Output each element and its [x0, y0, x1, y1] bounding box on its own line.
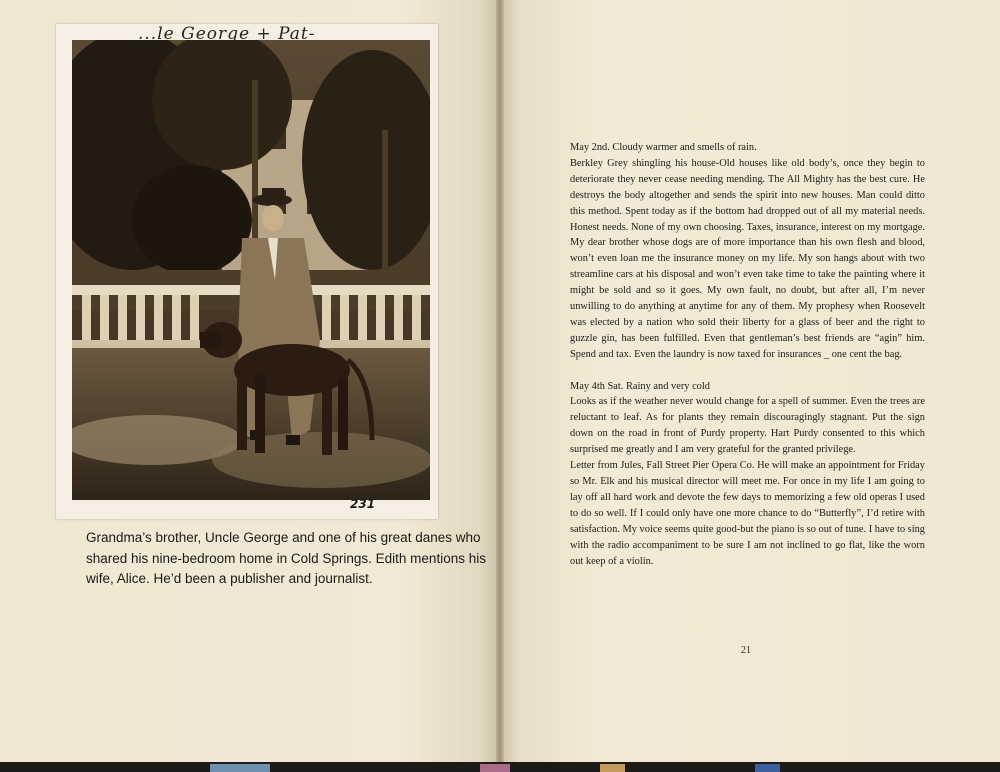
scan-artifact — [600, 764, 625, 772]
entry-heading: May 4th Sat. Rainy and very cold — [570, 380, 710, 392]
vintage-photograph — [72, 40, 430, 500]
scan-artifact — [480, 764, 510, 772]
photo-inscription: ...le George + Pat- — [138, 24, 316, 44]
entry-paragraph: Berkley Grey shingling his house-Old houses like old body’s, once they begin to deteriorate they never cease needing mending. The All Mighty has the best cure. He destroys the body altogether and sends the spirit into new houses. Man could ditto this method. Spent today as if the bottom had dropped out of all my material needs. Honest needs. None of my own choosing. Taxes, insurance, interest on my mortgage. My dear brother whose dogs are of more importance than his own flesh and blood, won’t even loan me the insurance money on my life. My son hangs about with two streamline cars at his disposal and won’t even take time to take the painting where it might be sold and so it goes. My own fault, no doubt, but after all, I’m never unwilling to do anything at anytime for any of them. My prophesy when Roosevelt was elected by a nation who sold their liberty for a glass of beer and the right to guzzle gin, has been fulfilled. Even that gentleman’s best friends are “agin” him. Spend and tax. Even the laundry is now taxed for insurances _ one cent the bag. — [570, 157, 925, 360]
photo-number: 231 — [350, 497, 376, 511]
scan-artifact — [755, 764, 780, 772]
diary-text — [570, 140, 925, 569]
scan-artifact — [210, 764, 270, 772]
book-gutter — [496, 0, 504, 762]
photo-caption: Grandma’s brother, Uncle George and one of his great danes who shared his nine-bedroom home in Cold Springs. Edith mentions his wife, Alice. He’d been a publisher and journalist. — [86, 530, 486, 586]
entry-paragraph: Letter from Jules, Fall Street Pier Opera Co. He will make an appointment for Friday so Mr. Elk and his musical director will meet me. For once in my life I am going to lay off all hard work and devote the few days to memorizing a few old operas I used to do so well. If I could only have one more chance to do “Butterfly”, I’d retire with satisfaction. My voice seems quite good-but the piano is so out of tune. I have to sing with the radio accompaniment to be sure I am not inclined to go flat, like the worn out keep of a violin. — [570, 460, 925, 567]
entry-paragraph: Looks as if the weather never would change for a spell of summer. Even the trees are reluctant to leaf. As for plants they remain discouragingly stagnant. Put the sign down on the road in front of Purdy property. Hart Purdy consented to this which surprised me greatly and I am very grateful for the granted privilege. — [570, 396, 925, 456]
page-number: 21 — [741, 645, 751, 656]
photo-scene-image — [72, 40, 430, 500]
entry-heading: May 2nd. Cloudy warmer and smells of rain. — [570, 142, 757, 153]
